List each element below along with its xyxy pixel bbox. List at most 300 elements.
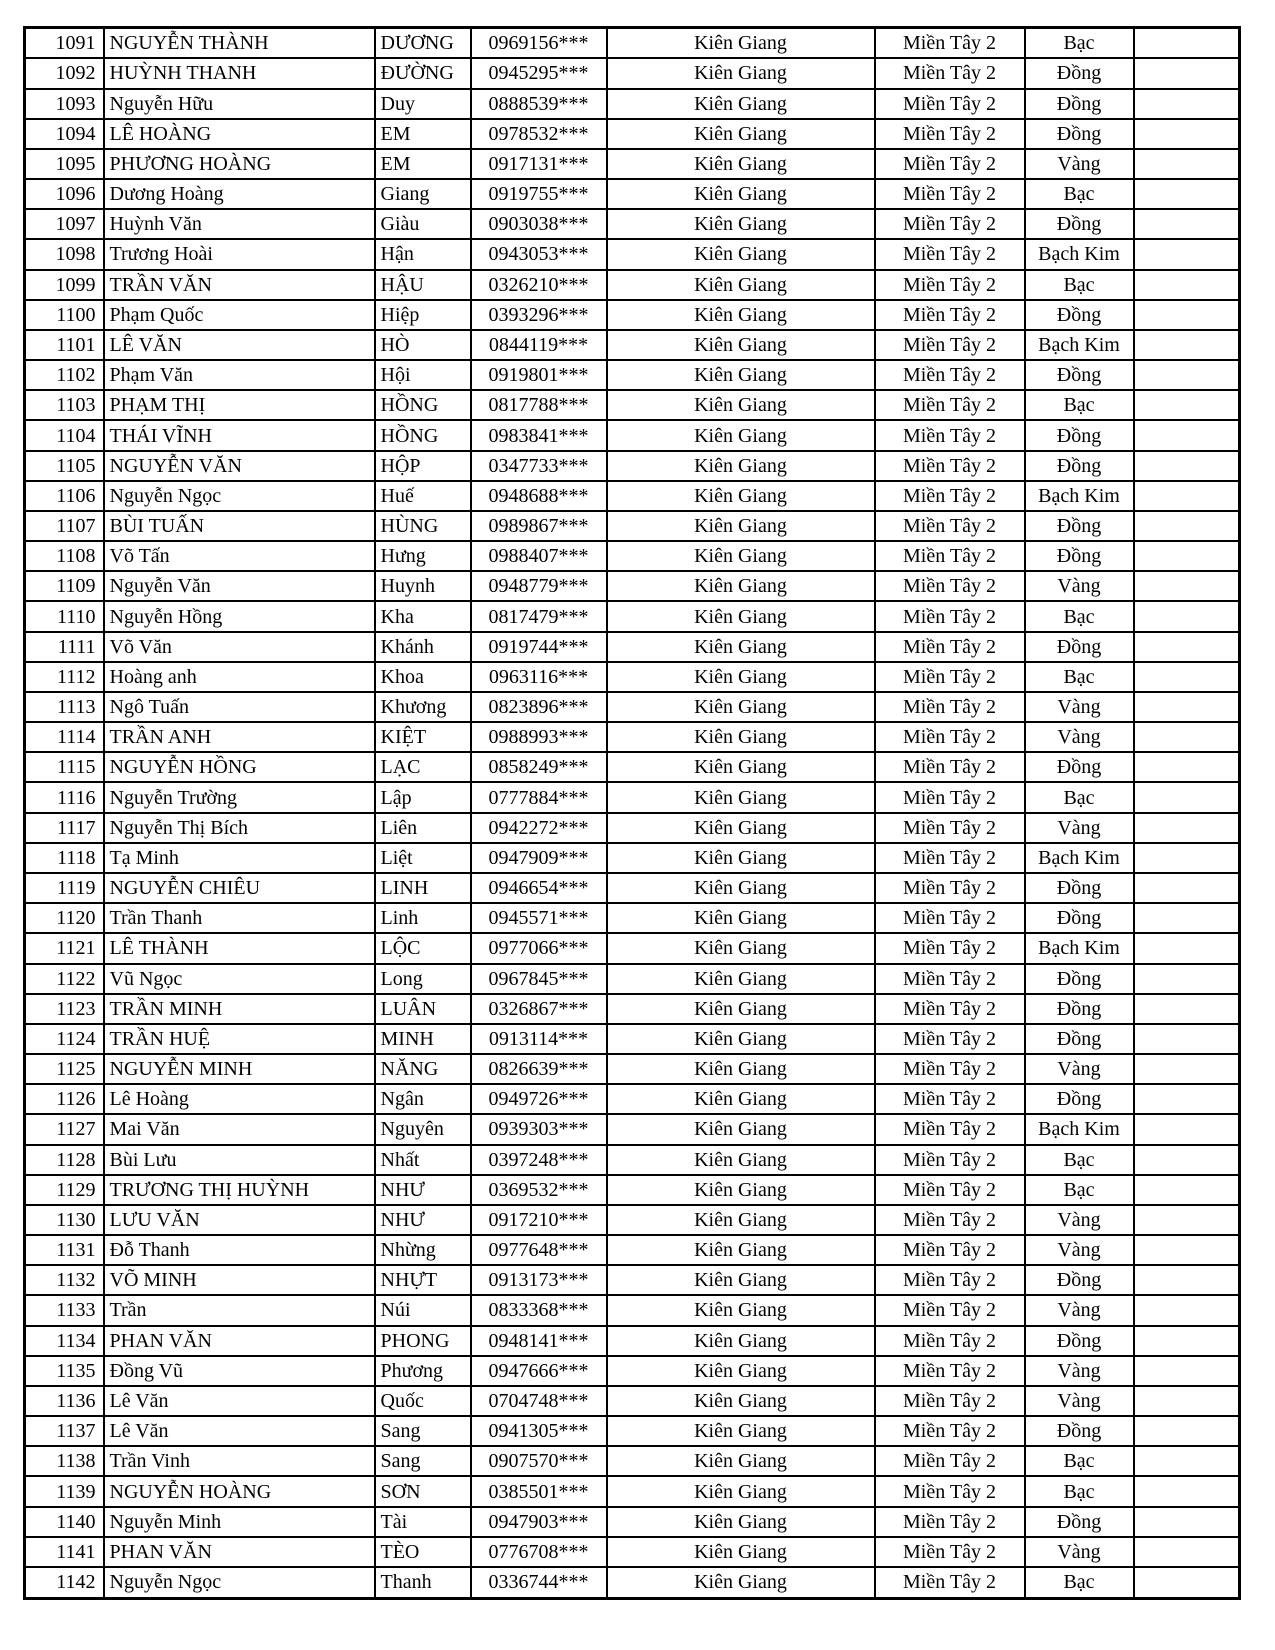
table-row bbox=[25, 692, 1240, 722]
phone-masked-cell: 0397248*** bbox=[471, 1145, 607, 1175]
phone-masked-cell: 0977648*** bbox=[471, 1235, 607, 1265]
row-number-cell: 1114 bbox=[25, 722, 104, 752]
row-number-cell: 1136 bbox=[25, 1386, 104, 1416]
last-name-cell: Hận bbox=[375, 239, 471, 269]
first-middle-name-cell: PHẠM THỊ bbox=[104, 390, 375, 420]
province-cell: Kiên Giang bbox=[607, 209, 875, 239]
last-name-cell: HỒNG bbox=[375, 390, 471, 420]
last-name-cell: LỘC bbox=[375, 933, 471, 963]
table-row bbox=[25, 1295, 1240, 1325]
blank-cell bbox=[1134, 1386, 1240, 1416]
region-cell: Miền Tây 2 bbox=[875, 390, 1025, 420]
blank-cell bbox=[1134, 843, 1240, 873]
blank-cell bbox=[1134, 420, 1240, 450]
table-row bbox=[25, 1054, 1240, 1084]
first-middle-name-cell: NGUYỄN HOÀNG bbox=[104, 1476, 375, 1506]
blank-cell bbox=[1134, 1416, 1240, 1446]
table-row bbox=[25, 300, 1240, 330]
table-row bbox=[25, 1024, 1240, 1054]
phone-masked-cell: 0949726*** bbox=[471, 1084, 607, 1114]
prize-tier-cell: Bạc bbox=[1025, 782, 1134, 812]
table-row bbox=[25, 571, 1240, 601]
phone-masked-cell: 0988407*** bbox=[471, 541, 607, 571]
region-cell: Miền Tây 2 bbox=[875, 1567, 1025, 1599]
last-name-cell: Liên bbox=[375, 813, 471, 843]
province-cell: Kiên Giang bbox=[607, 571, 875, 601]
province-cell: Kiên Giang bbox=[607, 662, 875, 692]
first-middle-name-cell: Nguyễn Hữu bbox=[104, 89, 375, 119]
first-middle-name-cell: NGUYỄN THÀNH bbox=[104, 28, 375, 59]
table-row bbox=[25, 451, 1240, 481]
last-name-cell: EM bbox=[375, 119, 471, 149]
province-cell: Kiên Giang bbox=[607, 360, 875, 390]
blank-cell bbox=[1134, 300, 1240, 330]
table-row bbox=[25, 1145, 1240, 1175]
row-number-cell: 1132 bbox=[25, 1265, 104, 1295]
phone-masked-cell: 0817479*** bbox=[471, 601, 607, 631]
prize-tier-cell: Đồng bbox=[1025, 58, 1134, 88]
row-number-cell: 1109 bbox=[25, 571, 104, 601]
table-row bbox=[25, 813, 1240, 843]
region-cell: Miền Tây 2 bbox=[875, 1265, 1025, 1295]
region-cell: Miền Tây 2 bbox=[875, 330, 1025, 360]
province-cell: Kiên Giang bbox=[607, 451, 875, 481]
blank-cell bbox=[1134, 1205, 1240, 1235]
province-cell: Kiên Giang bbox=[607, 782, 875, 812]
last-name-cell: Giàu bbox=[375, 209, 471, 239]
prize-tier-cell: Bạc bbox=[1025, 1567, 1134, 1599]
prize-tier-cell: Bạc bbox=[1025, 1476, 1134, 1506]
prize-tier-cell: Đồng bbox=[1025, 1416, 1134, 1446]
row-number-cell: 1127 bbox=[25, 1114, 104, 1144]
row-number-cell: 1126 bbox=[25, 1084, 104, 1114]
table-row bbox=[25, 420, 1240, 450]
prize-tier-cell: Bạc bbox=[1025, 1175, 1134, 1205]
province-cell: Kiên Giang bbox=[607, 1386, 875, 1416]
first-middle-name-cell: Ngô Tuấn bbox=[104, 692, 375, 722]
first-middle-name-cell: Huỳnh Văn bbox=[104, 209, 375, 239]
first-middle-name-cell: Phạm Văn bbox=[104, 360, 375, 390]
last-name-cell: Khánh bbox=[375, 632, 471, 662]
first-middle-name-cell: Nguyễn Văn bbox=[104, 571, 375, 601]
phone-masked-cell: 0776708*** bbox=[471, 1537, 607, 1567]
table-row bbox=[25, 119, 1240, 149]
region-cell: Miền Tây 2 bbox=[875, 28, 1025, 59]
province-cell: Kiên Giang bbox=[607, 1054, 875, 1084]
row-number-cell: 1103 bbox=[25, 390, 104, 420]
prize-tier-cell: Vàng bbox=[1025, 1295, 1134, 1325]
region-cell: Miền Tây 2 bbox=[875, 1356, 1025, 1386]
phone-masked-cell: 0946654*** bbox=[471, 873, 607, 903]
region-cell: Miền Tây 2 bbox=[875, 420, 1025, 450]
blank-cell bbox=[1134, 873, 1240, 903]
phone-masked-cell: 0907570*** bbox=[471, 1446, 607, 1476]
row-number-cell: 1105 bbox=[25, 451, 104, 481]
blank-cell bbox=[1134, 1024, 1240, 1054]
blank-cell bbox=[1134, 1114, 1240, 1144]
table-row bbox=[25, 1446, 1240, 1476]
region-cell: Miền Tây 2 bbox=[875, 722, 1025, 752]
table-row bbox=[25, 1356, 1240, 1386]
prize-tier-cell: Đồng bbox=[1025, 89, 1134, 119]
first-middle-name-cell: NGUYỄN VĂN bbox=[104, 451, 375, 481]
region-cell: Miền Tây 2 bbox=[875, 571, 1025, 601]
province-cell: Kiên Giang bbox=[607, 28, 875, 59]
prize-tier-cell: Bạc bbox=[1025, 28, 1134, 59]
province-cell: Kiên Giang bbox=[607, 752, 875, 782]
prize-tier-cell: Bạc bbox=[1025, 390, 1134, 420]
table-row bbox=[25, 541, 1240, 571]
last-name-cell: HỒNG bbox=[375, 420, 471, 450]
table-row bbox=[25, 179, 1240, 209]
phone-masked-cell: 0858249*** bbox=[471, 752, 607, 782]
phone-masked-cell: 0989867*** bbox=[471, 511, 607, 541]
blank-cell bbox=[1134, 1175, 1240, 1205]
first-middle-name-cell: LÊ HOÀNG bbox=[104, 119, 375, 149]
prize-tier-cell: Đồng bbox=[1025, 541, 1134, 571]
table-row bbox=[25, 1476, 1240, 1506]
phone-masked-cell: 0945295*** bbox=[471, 58, 607, 88]
blank-cell bbox=[1134, 692, 1240, 722]
prize-tier-cell: Vàng bbox=[1025, 1356, 1134, 1386]
province-cell: Kiên Giang bbox=[607, 179, 875, 209]
first-middle-name-cell: Nguyễn Minh bbox=[104, 1507, 375, 1537]
table-row bbox=[25, 632, 1240, 662]
table-row bbox=[25, 601, 1240, 631]
first-middle-name-cell: Mai Văn bbox=[104, 1114, 375, 1144]
prize-tier-cell: Vàng bbox=[1025, 571, 1134, 601]
last-name-cell: Khoa bbox=[375, 662, 471, 692]
table-row bbox=[25, 209, 1240, 239]
table-row bbox=[25, 722, 1240, 752]
prize-tier-cell: Đồng bbox=[1025, 209, 1134, 239]
phone-masked-cell: 0939303*** bbox=[471, 1114, 607, 1144]
phone-masked-cell: 0983841*** bbox=[471, 420, 607, 450]
row-number-cell: 1128 bbox=[25, 1145, 104, 1175]
first-middle-name-cell: Nguyễn Trường bbox=[104, 782, 375, 812]
province-cell: Kiên Giang bbox=[607, 58, 875, 88]
blank-cell bbox=[1134, 722, 1240, 752]
region-cell: Miền Tây 2 bbox=[875, 782, 1025, 812]
province-cell: Kiên Giang bbox=[607, 1507, 875, 1537]
row-number-cell: 1129 bbox=[25, 1175, 104, 1205]
last-name-cell: Núi bbox=[375, 1295, 471, 1325]
region-cell: Miền Tây 2 bbox=[875, 239, 1025, 269]
last-name-cell: Hiệp bbox=[375, 300, 471, 330]
row-number-cell: 1141 bbox=[25, 1537, 104, 1567]
region-cell: Miền Tây 2 bbox=[875, 1235, 1025, 1265]
province-cell: Kiên Giang bbox=[607, 903, 875, 933]
first-middle-name-cell: Trương Hoài bbox=[104, 239, 375, 269]
row-number-cell: 1138 bbox=[25, 1446, 104, 1476]
region-cell: Miền Tây 2 bbox=[875, 994, 1025, 1024]
blank-cell bbox=[1134, 89, 1240, 119]
prize-tier-cell: Bạch Kim bbox=[1025, 239, 1134, 269]
prize-tier-cell: Bạc bbox=[1025, 601, 1134, 631]
province-cell: Kiên Giang bbox=[607, 1446, 875, 1476]
first-middle-name-cell: Nguyễn Ngọc bbox=[104, 1567, 375, 1599]
phone-masked-cell: 0347733*** bbox=[471, 451, 607, 481]
table-row bbox=[25, 28, 1240, 59]
last-name-cell: ĐƯỜNG bbox=[375, 58, 471, 88]
prize-tier-cell: Đồng bbox=[1025, 903, 1134, 933]
blank-cell bbox=[1134, 451, 1240, 481]
phone-masked-cell: 0945571*** bbox=[471, 903, 607, 933]
table-row bbox=[25, 390, 1240, 420]
province-cell: Kiên Giang bbox=[607, 692, 875, 722]
blank-cell bbox=[1134, 119, 1240, 149]
province-cell: Kiên Giang bbox=[607, 632, 875, 662]
region-cell: Miền Tây 2 bbox=[875, 1416, 1025, 1446]
row-number-cell: 1113 bbox=[25, 692, 104, 722]
table-row bbox=[25, 58, 1240, 88]
phone-masked-cell: 0948779*** bbox=[471, 571, 607, 601]
province-cell: Kiên Giang bbox=[607, 1356, 875, 1386]
table-row bbox=[25, 511, 1240, 541]
blank-cell bbox=[1134, 541, 1240, 571]
prize-tier-cell: Đồng bbox=[1025, 632, 1134, 662]
phone-masked-cell: 0888539*** bbox=[471, 89, 607, 119]
region-cell: Miền Tây 2 bbox=[875, 873, 1025, 903]
province-cell: Kiên Giang bbox=[607, 601, 875, 631]
blank-cell bbox=[1134, 994, 1240, 1024]
last-name-cell: Huế bbox=[375, 481, 471, 511]
prize-tier-cell: Đồng bbox=[1025, 994, 1134, 1024]
province-cell: Kiên Giang bbox=[607, 1326, 875, 1356]
blank-cell bbox=[1134, 149, 1240, 179]
first-middle-name-cell: NGUYỄN CHIÊU bbox=[104, 873, 375, 903]
blank-cell bbox=[1134, 601, 1240, 631]
region-cell: Miền Tây 2 bbox=[875, 813, 1025, 843]
blank-cell bbox=[1134, 752, 1240, 782]
province-cell: Kiên Giang bbox=[607, 541, 875, 571]
last-name-cell: NHƯ bbox=[375, 1175, 471, 1205]
row-number-cell: 1091 bbox=[25, 28, 104, 59]
first-middle-name-cell: LÊ THÀNH bbox=[104, 933, 375, 963]
blank-cell bbox=[1134, 1054, 1240, 1084]
blank-cell bbox=[1134, 933, 1240, 963]
phone-masked-cell: 0913173*** bbox=[471, 1265, 607, 1295]
region-cell: Miền Tây 2 bbox=[875, 1386, 1025, 1416]
row-number-cell: 1140 bbox=[25, 1507, 104, 1537]
first-middle-name-cell: Phạm Quốc bbox=[104, 300, 375, 330]
table-row bbox=[25, 149, 1240, 179]
region-cell: Miền Tây 2 bbox=[875, 1114, 1025, 1144]
table-row bbox=[25, 1567, 1240, 1599]
table-row bbox=[25, 843, 1240, 873]
last-name-cell: SƠN bbox=[375, 1476, 471, 1506]
region-cell: Miền Tây 2 bbox=[875, 1446, 1025, 1476]
province-cell: Kiên Giang bbox=[607, 119, 875, 149]
prize-tier-cell: Bạc bbox=[1025, 179, 1134, 209]
last-name-cell: Giang bbox=[375, 179, 471, 209]
blank-cell bbox=[1134, 1567, 1240, 1599]
prize-tier-cell: Vàng bbox=[1025, 1205, 1134, 1235]
prize-tier-cell: Đồng bbox=[1025, 1024, 1134, 1054]
row-number-cell: 1119 bbox=[25, 873, 104, 903]
table-row bbox=[25, 1416, 1240, 1446]
region-cell: Miền Tây 2 bbox=[875, 903, 1025, 933]
table-row bbox=[25, 1175, 1240, 1205]
table-row bbox=[25, 1386, 1240, 1416]
last-name-cell: Nhừng bbox=[375, 1235, 471, 1265]
table-row bbox=[25, 481, 1240, 511]
last-name-cell: Hưng bbox=[375, 541, 471, 571]
region-cell: Miền Tây 2 bbox=[875, 89, 1025, 119]
first-middle-name-cell: Tạ Minh bbox=[104, 843, 375, 873]
province-cell: Kiên Giang bbox=[607, 1265, 875, 1295]
row-number-cell: 1134 bbox=[25, 1326, 104, 1356]
last-name-cell: NHƯ bbox=[375, 1205, 471, 1235]
region-cell: Miền Tây 2 bbox=[875, 662, 1025, 692]
prize-tier-cell: Bạch Kim bbox=[1025, 843, 1134, 873]
phone-masked-cell: 0326210*** bbox=[471, 270, 607, 300]
row-number-cell: 1124 bbox=[25, 1024, 104, 1054]
blank-cell bbox=[1134, 1235, 1240, 1265]
blank-cell bbox=[1134, 1356, 1240, 1386]
prize-tier-cell: Vàng bbox=[1025, 149, 1134, 179]
phone-masked-cell: 0978532*** bbox=[471, 119, 607, 149]
phone-masked-cell: 0947909*** bbox=[471, 843, 607, 873]
blank-cell bbox=[1134, 1326, 1240, 1356]
first-middle-name-cell: Trần Vinh bbox=[104, 1446, 375, 1476]
table-row bbox=[25, 964, 1240, 994]
row-number-cell: 1095 bbox=[25, 149, 104, 179]
phone-masked-cell: 0942272*** bbox=[471, 813, 607, 843]
first-middle-name-cell: Dương Hoàng bbox=[104, 179, 375, 209]
row-number-cell: 1110 bbox=[25, 601, 104, 631]
phone-masked-cell: 0817788*** bbox=[471, 390, 607, 420]
last-name-cell: Thanh bbox=[375, 1567, 471, 1599]
last-name-cell: Lập bbox=[375, 782, 471, 812]
region-cell: Miền Tây 2 bbox=[875, 119, 1025, 149]
region-cell: Miền Tây 2 bbox=[875, 632, 1025, 662]
last-name-cell: NĂNG bbox=[375, 1054, 471, 1084]
row-number-cell: 1130 bbox=[25, 1205, 104, 1235]
first-middle-name-cell: TRẦN HUỆ bbox=[104, 1024, 375, 1054]
table-row bbox=[25, 933, 1240, 963]
province-cell: Kiên Giang bbox=[607, 1537, 875, 1567]
phone-masked-cell: 0967845*** bbox=[471, 964, 607, 994]
prize-tier-cell: Bạc bbox=[1025, 1446, 1134, 1476]
region-cell: Miền Tây 2 bbox=[875, 1295, 1025, 1325]
region-cell: Miền Tây 2 bbox=[875, 1024, 1025, 1054]
table-row bbox=[25, 1507, 1240, 1537]
last-name-cell: TÈO bbox=[375, 1537, 471, 1567]
phone-masked-cell: 0385501*** bbox=[471, 1476, 607, 1506]
row-number-cell: 1116 bbox=[25, 782, 104, 812]
row-number-cell: 1096 bbox=[25, 179, 104, 209]
table-row bbox=[25, 1114, 1240, 1144]
province-cell: Kiên Giang bbox=[607, 1295, 875, 1325]
row-number-cell: 1102 bbox=[25, 360, 104, 390]
phone-masked-cell: 0917131*** bbox=[471, 149, 607, 179]
region-cell: Miền Tây 2 bbox=[875, 451, 1025, 481]
province-cell: Kiên Giang bbox=[607, 1416, 875, 1446]
prize-tier-cell: Bạch Kim bbox=[1025, 933, 1134, 963]
prize-tier-cell: Bạch Kim bbox=[1025, 330, 1134, 360]
region-cell: Miền Tây 2 bbox=[875, 1476, 1025, 1506]
prize-tier-cell: Vàng bbox=[1025, 692, 1134, 722]
blank-cell bbox=[1134, 1084, 1240, 1114]
blank-cell bbox=[1134, 1295, 1240, 1325]
first-middle-name-cell: Đỗ Thanh bbox=[104, 1235, 375, 1265]
row-number-cell: 1098 bbox=[25, 239, 104, 269]
blank-cell bbox=[1134, 571, 1240, 601]
prize-tier-cell: Đồng bbox=[1025, 300, 1134, 330]
last-name-cell: HẬU bbox=[375, 270, 471, 300]
row-number-cell: 1139 bbox=[25, 1476, 104, 1506]
province-cell: Kiên Giang bbox=[607, 149, 875, 179]
prize-tier-cell: Bạc bbox=[1025, 1145, 1134, 1175]
region-cell: Miền Tây 2 bbox=[875, 601, 1025, 631]
region-cell: Miền Tây 2 bbox=[875, 511, 1025, 541]
prize-tier-cell: Vàng bbox=[1025, 722, 1134, 752]
table-row bbox=[25, 270, 1240, 300]
region-cell: Miền Tây 2 bbox=[875, 481, 1025, 511]
first-middle-name-cell: PHAN VĂN bbox=[104, 1326, 375, 1356]
prize-tier-cell: Đồng bbox=[1025, 451, 1134, 481]
last-name-cell: Huynh bbox=[375, 571, 471, 601]
first-middle-name-cell: Trần bbox=[104, 1295, 375, 1325]
blank-cell bbox=[1134, 813, 1240, 843]
last-name-cell: EM bbox=[375, 149, 471, 179]
province-cell: Kiên Giang bbox=[607, 994, 875, 1024]
blank-cell bbox=[1134, 481, 1240, 511]
phone-masked-cell: 0919755*** bbox=[471, 179, 607, 209]
province-cell: Kiên Giang bbox=[607, 239, 875, 269]
phone-masked-cell: 0704748*** bbox=[471, 1386, 607, 1416]
phone-masked-cell: 0947903*** bbox=[471, 1507, 607, 1537]
province-cell: Kiên Giang bbox=[607, 873, 875, 903]
blank-cell bbox=[1134, 179, 1240, 209]
last-name-cell: Sang bbox=[375, 1416, 471, 1446]
blank-cell bbox=[1134, 360, 1240, 390]
row-number-cell: 1121 bbox=[25, 933, 104, 963]
prize-tier-cell: Vàng bbox=[1025, 1235, 1134, 1265]
region-cell: Miền Tây 2 bbox=[875, 270, 1025, 300]
prize-tier-cell: Bạc bbox=[1025, 662, 1134, 692]
phone-masked-cell: 0823896*** bbox=[471, 692, 607, 722]
phone-masked-cell: 0963116*** bbox=[471, 662, 607, 692]
region-cell: Miền Tây 2 bbox=[875, 933, 1025, 963]
region-cell: Miền Tây 2 bbox=[875, 752, 1025, 782]
prize-tier-cell: Vàng bbox=[1025, 1386, 1134, 1416]
province-cell: Kiên Giang bbox=[607, 420, 875, 450]
province-cell: Kiên Giang bbox=[607, 722, 875, 752]
first-middle-name-cell: Nguyễn Thị Bích bbox=[104, 813, 375, 843]
first-middle-name-cell: Vũ Ngọc bbox=[104, 964, 375, 994]
last-name-cell: Linh bbox=[375, 903, 471, 933]
province-cell: Kiên Giang bbox=[607, 843, 875, 873]
prize-tier-cell: Vàng bbox=[1025, 1537, 1134, 1567]
phone-masked-cell: 0969156*** bbox=[471, 28, 607, 59]
prize-tier-cell: Đồng bbox=[1025, 511, 1134, 541]
prize-tier-cell: Đồng bbox=[1025, 119, 1134, 149]
blank-cell bbox=[1134, 1537, 1240, 1567]
blank-cell bbox=[1134, 632, 1240, 662]
blank-cell bbox=[1134, 511, 1240, 541]
prize-tier-cell: Bạch Kim bbox=[1025, 1114, 1134, 1144]
table-row bbox=[25, 1537, 1240, 1567]
region-cell: Miền Tây 2 bbox=[875, 1537, 1025, 1567]
first-middle-name-cell: TRẦN ANH bbox=[104, 722, 375, 752]
phone-masked-cell: 0977066*** bbox=[471, 933, 607, 963]
table-row bbox=[25, 752, 1240, 782]
table-row bbox=[25, 1205, 1240, 1235]
first-middle-name-cell: NGUYỄN MINH bbox=[104, 1054, 375, 1084]
last-name-cell: NHỰT bbox=[375, 1265, 471, 1295]
